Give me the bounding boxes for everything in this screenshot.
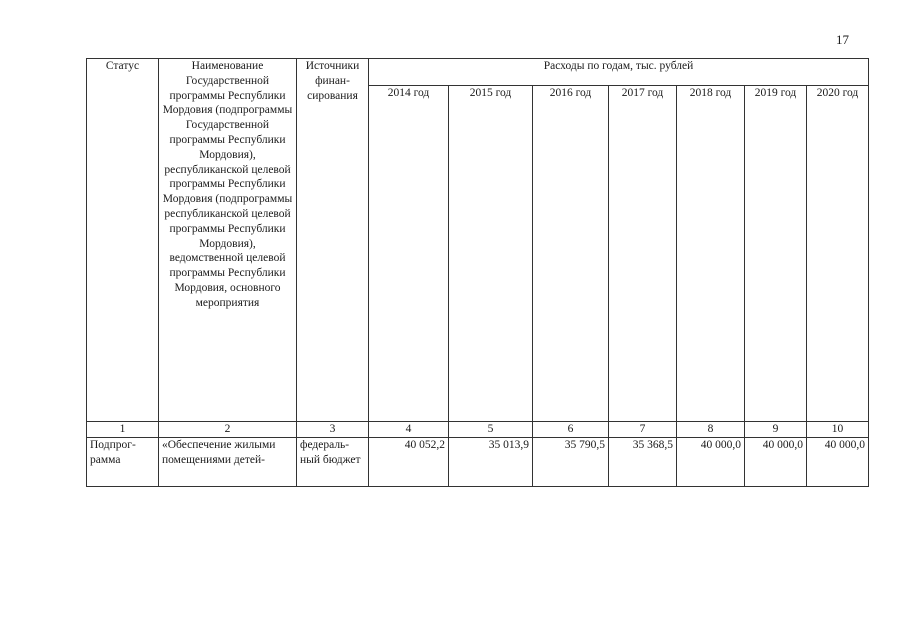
- header-year: 2020 год: [807, 86, 869, 422]
- column-number: 7: [609, 422, 677, 438]
- column-number: 2: [159, 422, 297, 438]
- header-year: 2018 год: [677, 86, 745, 422]
- row-name: «Обеспечение жилыми помещениями детей-: [159, 437, 297, 486]
- row-value: 35 790,5: [533, 437, 609, 486]
- page-number: 17: [836, 32, 849, 47]
- header-expenses: Расходы по годам, тыс. рублей: [369, 59, 869, 86]
- row-value: 40 052,2: [369, 437, 449, 486]
- row-value: 40 000,0: [807, 437, 869, 486]
- row-value: 35 013,9: [449, 437, 533, 486]
- header-year: 2019 год: [745, 86, 807, 422]
- header-name: Наименование Государственной программы Республики Мордовия (подпрограммы Государственной программы Республики Мордовия), республиканской целевой программы Республики Мордовия (подпрограммы республиканской целевой программы Республики Мордовия), ведомственной целевой программы Республики Мордовия, основного мероприятия: [159, 59, 297, 422]
- row-status: Подпрог-рамма: [87, 437, 159, 486]
- column-number-row: [87, 422, 869, 438]
- header-source: Источники финан-сирования: [297, 59, 369, 422]
- column-number: 1: [87, 422, 159, 438]
- header-year: 2017 год: [609, 86, 677, 422]
- row-value: 35 368,5: [609, 437, 677, 486]
- header-year: 2015 год: [449, 86, 533, 422]
- column-number: 9: [745, 422, 807, 438]
- header-year: 2016 год: [533, 86, 609, 422]
- column-number: 8: [677, 422, 745, 438]
- row-value: 40 000,0: [745, 437, 807, 486]
- header-status: Статус: [87, 59, 159, 422]
- budget-table: [86, 58, 869, 487]
- row-source: федераль-ный бюджет: [297, 437, 369, 486]
- row-value: 40 000,0: [677, 437, 745, 486]
- column-number: 10: [807, 422, 869, 438]
- header-row-top: [87, 59, 869, 86]
- table-row: [87, 437, 869, 486]
- header-year: 2014 год: [369, 86, 449, 422]
- column-number: 3: [297, 422, 369, 438]
- column-number: 6: [533, 422, 609, 438]
- column-number: 4: [369, 422, 449, 438]
- column-number: 5: [449, 422, 533, 438]
